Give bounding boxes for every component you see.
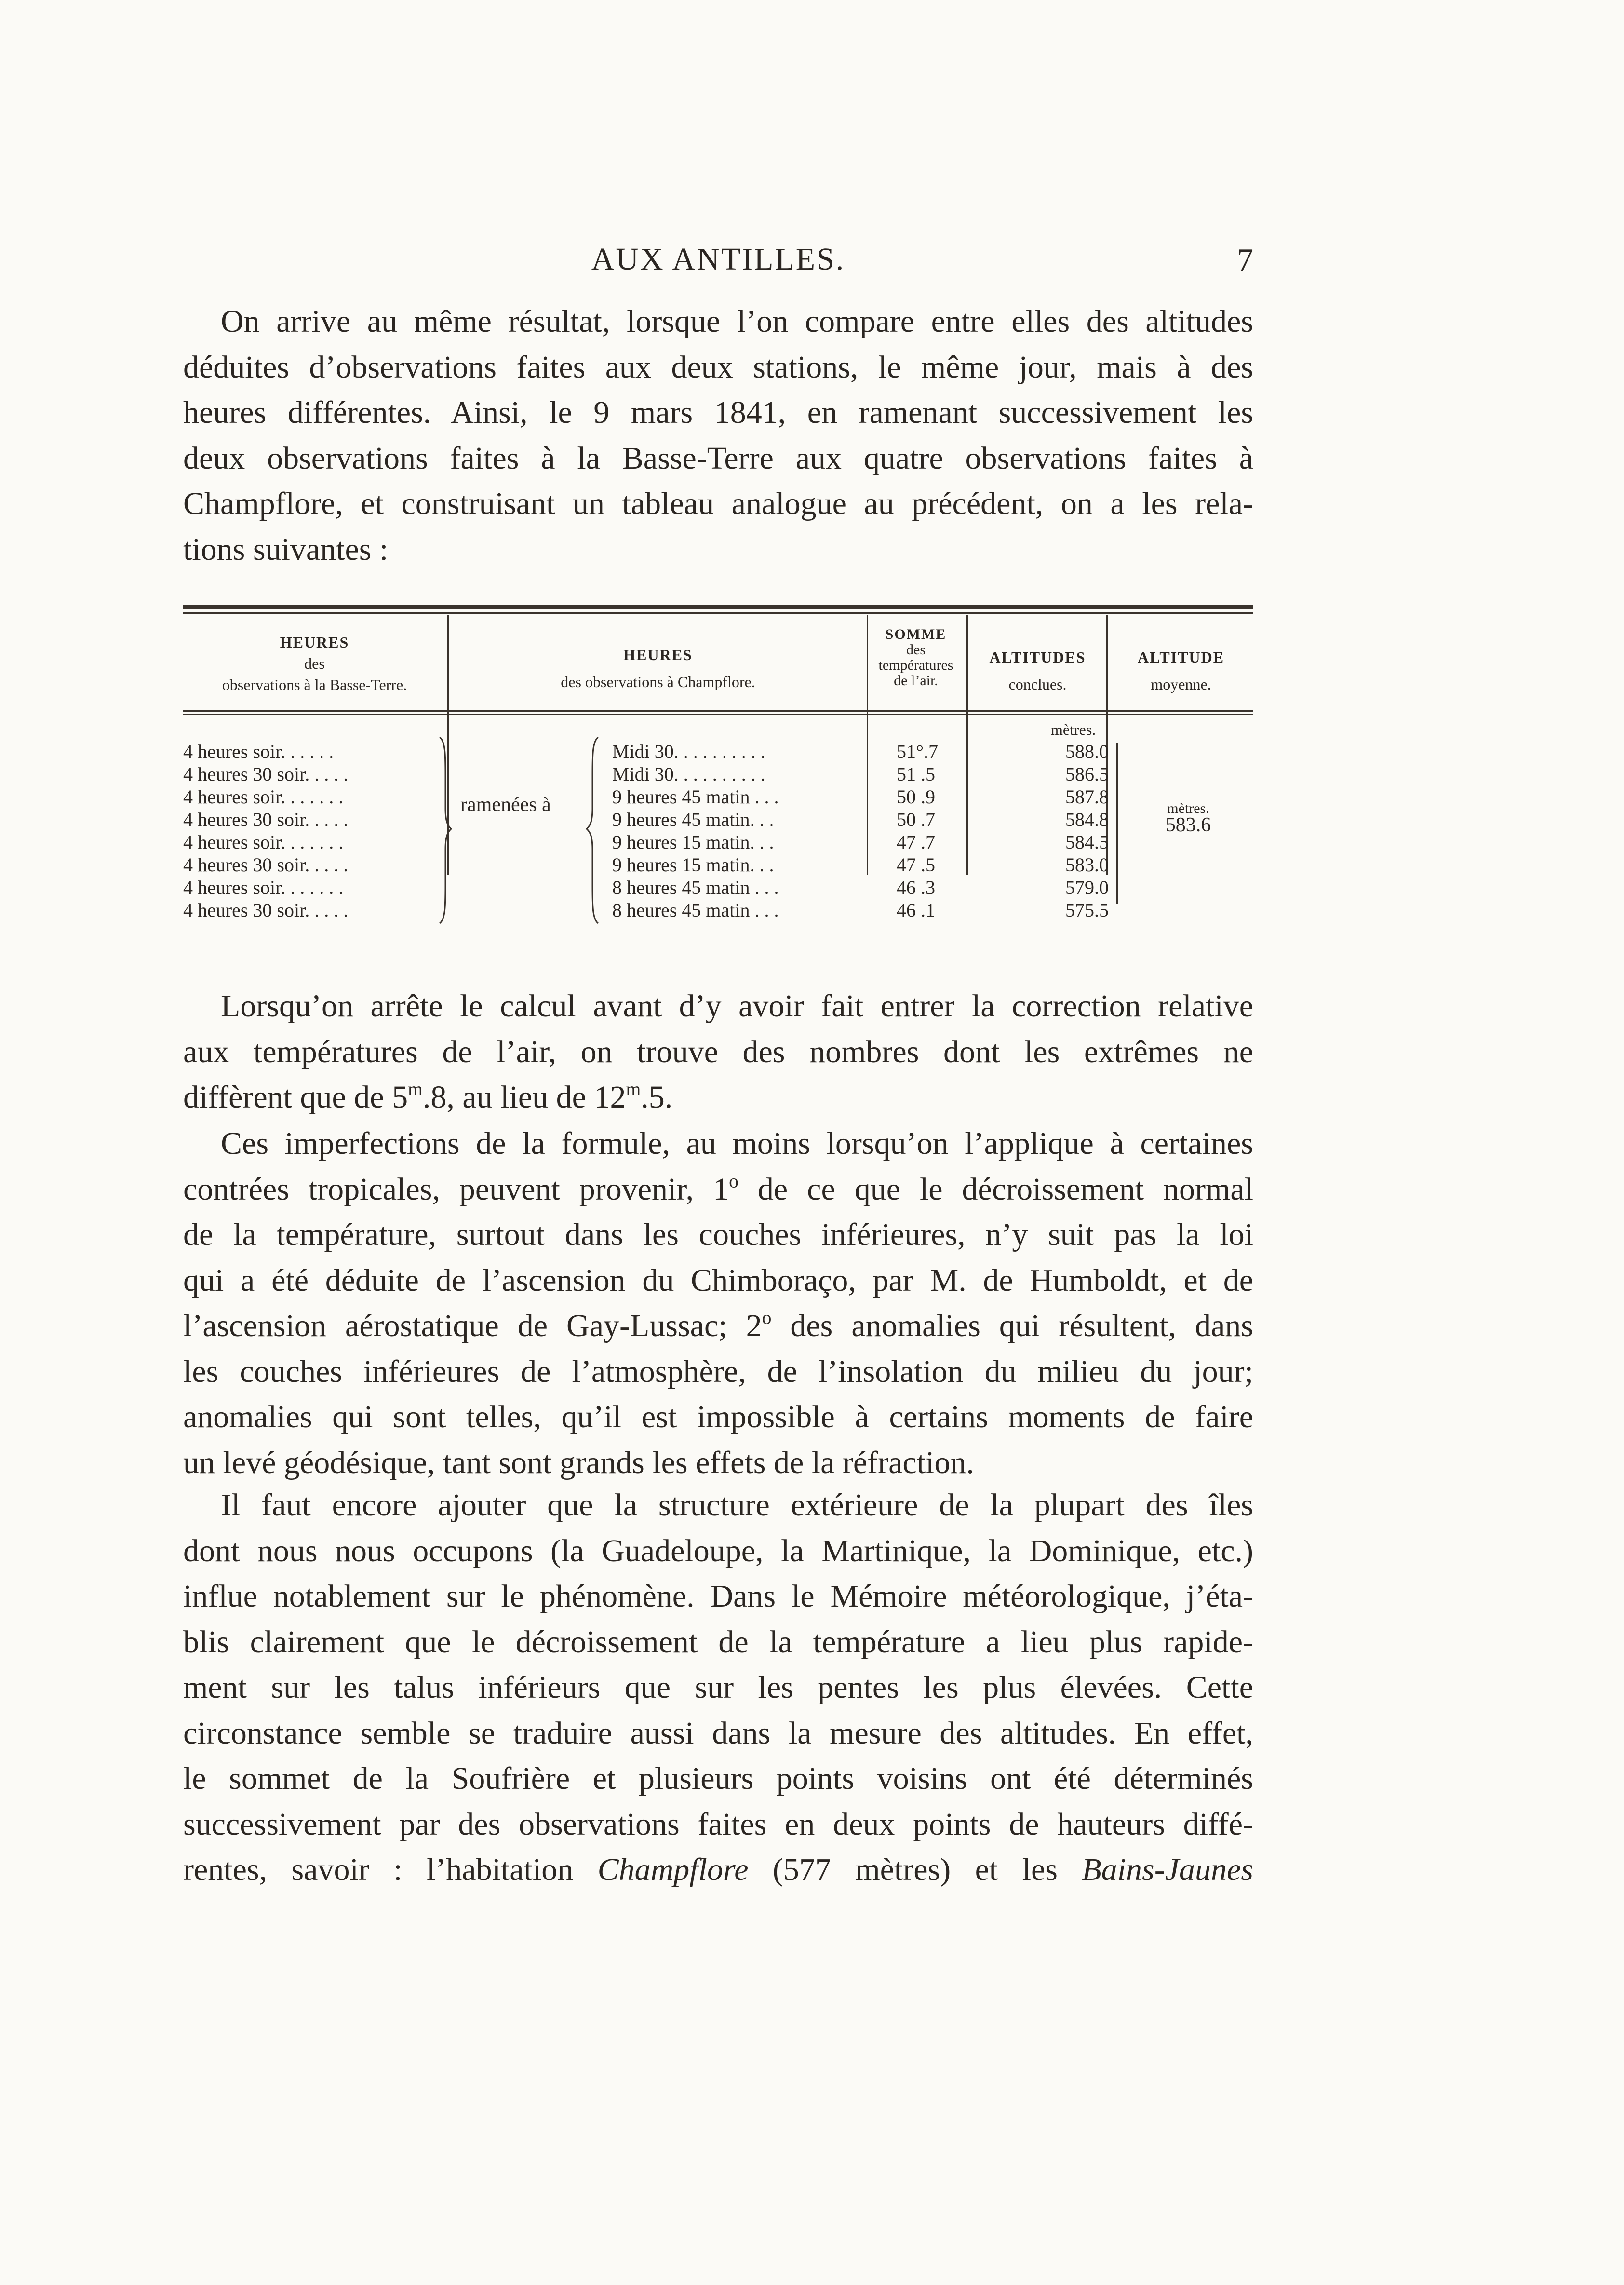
cell-basse-terre: 4 heures 30 soir. . . . . (183, 763, 349, 785)
text-line: le sommet de la Soufrière et plusieurs points voisins ont été déterminés (183, 1761, 1253, 1796)
altitude-table (183, 605, 1253, 952)
col-header-altitude-moyenne (1109, 644, 1253, 698)
cell-basse-terre: 4 heures soir. . . . . . . (183, 831, 344, 853)
cell-somme: 47 .7 (897, 831, 935, 853)
cell-somme: 51 .5 (897, 763, 935, 785)
cell-somme: 51°.7 (897, 741, 938, 762)
col-header-sub: températures (878, 657, 953, 673)
col-header-sub: conclues. (1008, 676, 1067, 693)
text-line: l’ascension aérostatique de Gay-Lussac; 2$^o$ des anomalies qui résultent, dans (183, 1307, 1253, 1343)
cell-basse-terre: 4 heures soir. . . . . . (183, 741, 334, 762)
table-top-rule (183, 605, 1253, 609)
brace-right (586, 736, 600, 924)
text-line: qui a été déduite de l’ascension du Chimboraço, par M. de Humboldt, et de (183, 1262, 1253, 1298)
table-body (183, 740, 1253, 921)
text-line: tions suivantes : (183, 531, 389, 567)
header-rule (183, 710, 1253, 712)
cell-basse-terre: 4 heures 30 soir. . . . . (183, 809, 349, 830)
col-header-sub: des (906, 642, 926, 658)
text-line: blis clairement que le décroissement de la température a lieu plus rapide- (183, 1624, 1253, 1660)
cell-somme: 50 .9 (897, 786, 935, 808)
table-row (183, 785, 1253, 808)
cell-altitude: 587.8 (1065, 786, 1109, 808)
cell-champflore: 9 heures 45 matin. . . (612, 809, 774, 830)
text-line: Ces imperfections de la formule, au moins lorsqu’on l’applique à certaines (221, 1126, 1253, 1161)
cell-champflore: 8 heures 45 matin . . . (612, 899, 779, 921)
text-line: contrées tropicales, peuvent provenir, 1$^o$ de ce que le décroissement normal (183, 1170, 1253, 1207)
col-header-sub: de l’air. (894, 673, 938, 689)
table-row (183, 899, 1253, 921)
text-line: influe notablement sur le phénomène. Dans le Mémoire météorologique, j’éta- (183, 1579, 1253, 1614)
cell-basse-terre: 4 heures 30 soir. . . . . (183, 899, 349, 921)
page-number: 7 (1237, 242, 1253, 278)
text-line: deux observations faites à la Basse-Terre aux quatre observations faites à (183, 440, 1253, 476)
unit-label: mètres. (1051, 721, 1096, 738)
col-header-title: ALTITUDE (1137, 649, 1225, 666)
cell-basse-terre: 4 heures soir. . . . . . . (183, 786, 344, 808)
table-row (183, 740, 1253, 763)
cell-altitude: 586.5 (1065, 763, 1109, 785)
text-line: dont nous nous occupons (la Guadeloupe, la Martinique, la Dominique, etc.) (183, 1533, 1253, 1568)
col-header-title: HEURES (623, 646, 693, 663)
paragraph-3 (183, 1121, 1253, 1486)
cell-basse-terre: 4 heures 30 soir. . . . . (183, 854, 349, 876)
col-header-champflore (451, 641, 865, 695)
cell-champflore: 9 heures 45 matin . . . (612, 786, 779, 808)
col-header-basse-terre (183, 632, 446, 695)
paragraph-4 (183, 1483, 1253, 1893)
table-row (183, 763, 1253, 785)
text-line: un levé géodésique, tant sont grands les effets de la réfraction. (183, 1445, 974, 1480)
text-line: heures différentes. Ainsi, le 9 mars 1841, en ramenant successivement les (183, 395, 1253, 430)
text-line: successivement par des observations faites en deux points de hauteurs diffé- (183, 1806, 1253, 1842)
table-row (183, 831, 1253, 853)
cell-altitude: 579.0 (1065, 877, 1109, 898)
cell-champflore: Midi 30. . . . . . . . . . (612, 763, 765, 785)
col-header-sub: moyenne. (1151, 676, 1211, 693)
text-line: les couches inférieures de l’atmosphère, de l’insolation du milieu du jour; (183, 1353, 1253, 1389)
col-header-sub: observations à la Basse-Terre. (222, 676, 407, 693)
cell-somme: 47 .5 (897, 854, 935, 876)
text-line: diffèrent que de 5$^m$.8, au lieu de 12$^m$.5. (183, 1078, 673, 1115)
cell-champflore: 9 heures 15 matin. . . (612, 854, 774, 876)
table-top-rule-thin (183, 612, 1253, 614)
page-header (183, 241, 1253, 284)
cell-champflore: 8 heures 45 matin . . . (612, 877, 779, 898)
cell-somme: 50 .7 (897, 809, 935, 830)
table-row (183, 853, 1253, 876)
col-header-sub: des observations à Champflore. (561, 673, 755, 690)
moyenne-value: 583.6 (1165, 814, 1211, 836)
col-header-title: HEURES (280, 634, 349, 651)
text-line: déduites d’observations faites aux deux stations, le même jour, mais à des (183, 349, 1253, 385)
header-rule-thin (183, 714, 1253, 715)
paragraph-1 (183, 299, 1253, 572)
text-line: rentes, savoir : l’habitation Champflore (577 mètres) et les Bains-Jaunes (183, 1852, 1253, 1887)
moyenne-unit: mètres. (1167, 800, 1209, 816)
ramenees-label: ramenées à (460, 794, 551, 816)
text-line: On arrive au même résultat, lorsque l’on compare entre elles des altitudes (221, 304, 1253, 339)
text-line: circonstance semble se traduire aussi dans la mesure des altitudes. En effet, (183, 1715, 1253, 1751)
cell-champflore: Midi 30. . . . . . . . . . (612, 741, 765, 762)
cell-altitude: 583.0 (1065, 854, 1109, 876)
text-line: de la température, surtout dans les couches inférieures, n’y suit pas la loi (183, 1217, 1253, 1252)
text-line: aux températures de l’air, on trouve des nombres dont les extrêmes ne (183, 1034, 1253, 1069)
cell-champflore: 9 heures 15 matin. . . (612, 831, 774, 853)
col-header-somme (868, 627, 964, 689)
col-header-sub: des (304, 655, 325, 672)
text-line: Champflore, et construisant un tableau analogue au précédent, on a les rela- (183, 486, 1253, 521)
cell-basse-terre: 4 heures soir. . . . . . . (183, 877, 344, 898)
col-header-title: ALTITUDES (989, 649, 1086, 666)
cell-somme: 46 .3 (897, 877, 935, 898)
text-line: anomalies qui sont telles, qu’il est impossible à certains moments de faire (183, 1399, 1253, 1434)
cell-altitude: 584.8 (1065, 809, 1109, 830)
cell-somme: 46 .1 (897, 899, 935, 921)
running-title: AUX ANTILLES. (591, 242, 846, 277)
cell-altitude: 575.5 (1065, 899, 1109, 921)
text-line: ment sur les talus inférieurs que sur les pentes les plus élevées. Cette (183, 1670, 1253, 1705)
table-row (183, 808, 1253, 831)
table-row (183, 876, 1253, 899)
col-header-altitudes (969, 644, 1106, 698)
cell-altitude: 584.5 (1065, 831, 1109, 853)
text-line: Il faut encore ajouter que la structure extérieure de la plupart des îles (221, 1487, 1253, 1523)
paragraph-2 (183, 984, 1253, 1121)
cell-altitude: 588.0 (1065, 741, 1109, 762)
brace-left (438, 736, 452, 924)
text-line: Lorsqu’on arrête le calcul avant d’y avoir fait entrer la correction relative (221, 988, 1253, 1024)
bracket-bar (1116, 743, 1118, 904)
col-header-title: SOMME (885, 626, 947, 642)
